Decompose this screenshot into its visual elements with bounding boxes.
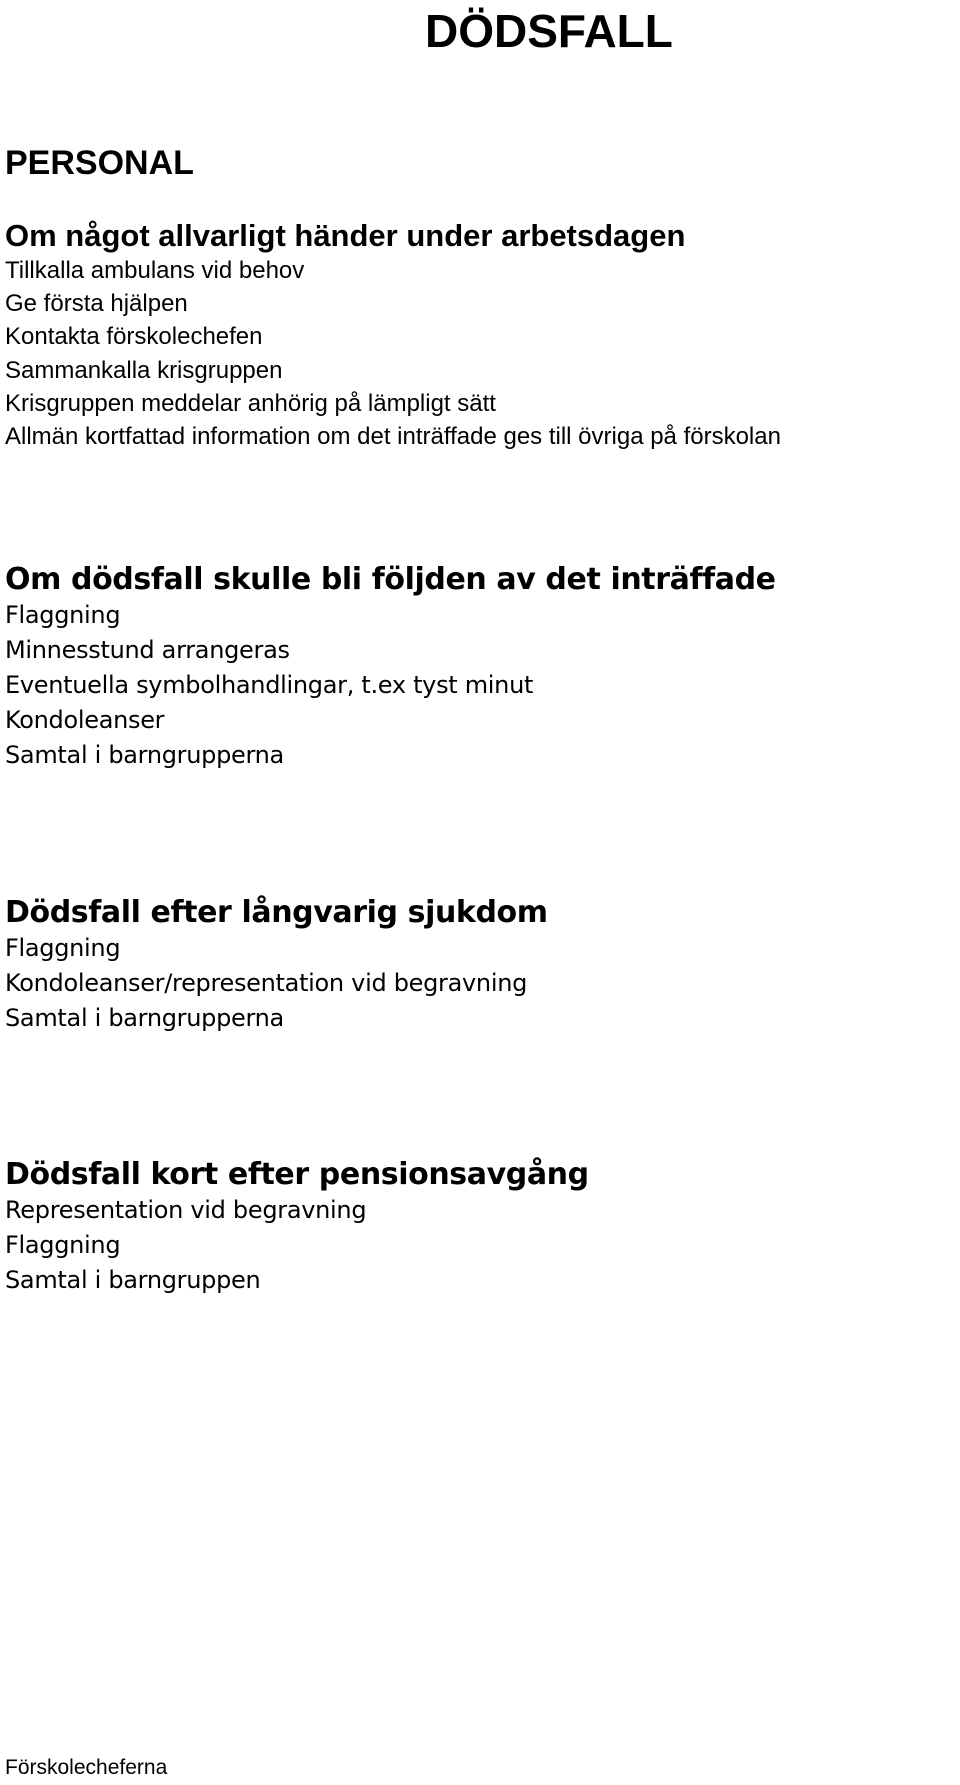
action-list [5,1193,589,1298]
section-serious-incident [5,217,781,453]
section-heading: Om dödsfall skulle bli följden av det inträffade [5,562,776,597]
action-list [5,931,548,1036]
section-heading: Dödsfall kort efter pensionsavgång [5,1157,589,1192]
list-item: Allmän kortfattad information om det inträffade ges till övriga på förskolan [5,423,781,451]
list-item: Samtal i barngrupperna [5,1004,284,1032]
section-death-after-retirement [5,1157,589,1298]
list-item: Flaggning [5,601,121,629]
list-item: Flaggning [5,934,121,962]
list-item: Kondoleanser/representation vid begravning [5,969,528,997]
list-item: Flaggning [5,1231,121,1259]
list-item: Tillkalla ambulans vid behov [5,257,305,284]
list-item: Ge första hjälpen [5,290,188,318]
list-item: Eventuella symbolhandlingar, t.ex tyst minut [5,671,534,699]
list-item: Minnesstund arrangeras [5,636,290,664]
audience-heading: PERSONAL [5,144,194,182]
footer-signature: Förskolecheferna [5,1756,168,1779]
action-list [5,254,781,453]
section-heading: Dödsfall efter långvarig sjukdom [5,895,548,930]
list-item: Representation vid begravning [5,1196,367,1224]
list-item: Krisgruppen meddelar anhörig på lämpligt sätt [5,389,496,417]
section-death-after-long-illness [5,895,548,1036]
list-item: Samtal i barngrupperna [5,741,284,769]
list-item: Kondoleanser [5,706,165,734]
action-list [5,598,776,773]
document-title: DÖDSFALL [425,5,673,57]
list-item: Samtal i barngruppen [5,1266,261,1294]
section-heading: Om något allvarligt händer under arbetsdagen [5,218,686,253]
list-item: Sammankalla krisgruppen [5,356,283,384]
section-death-after-incident [5,562,776,773]
list-item: Kontakta förskolechefen [5,323,263,351]
